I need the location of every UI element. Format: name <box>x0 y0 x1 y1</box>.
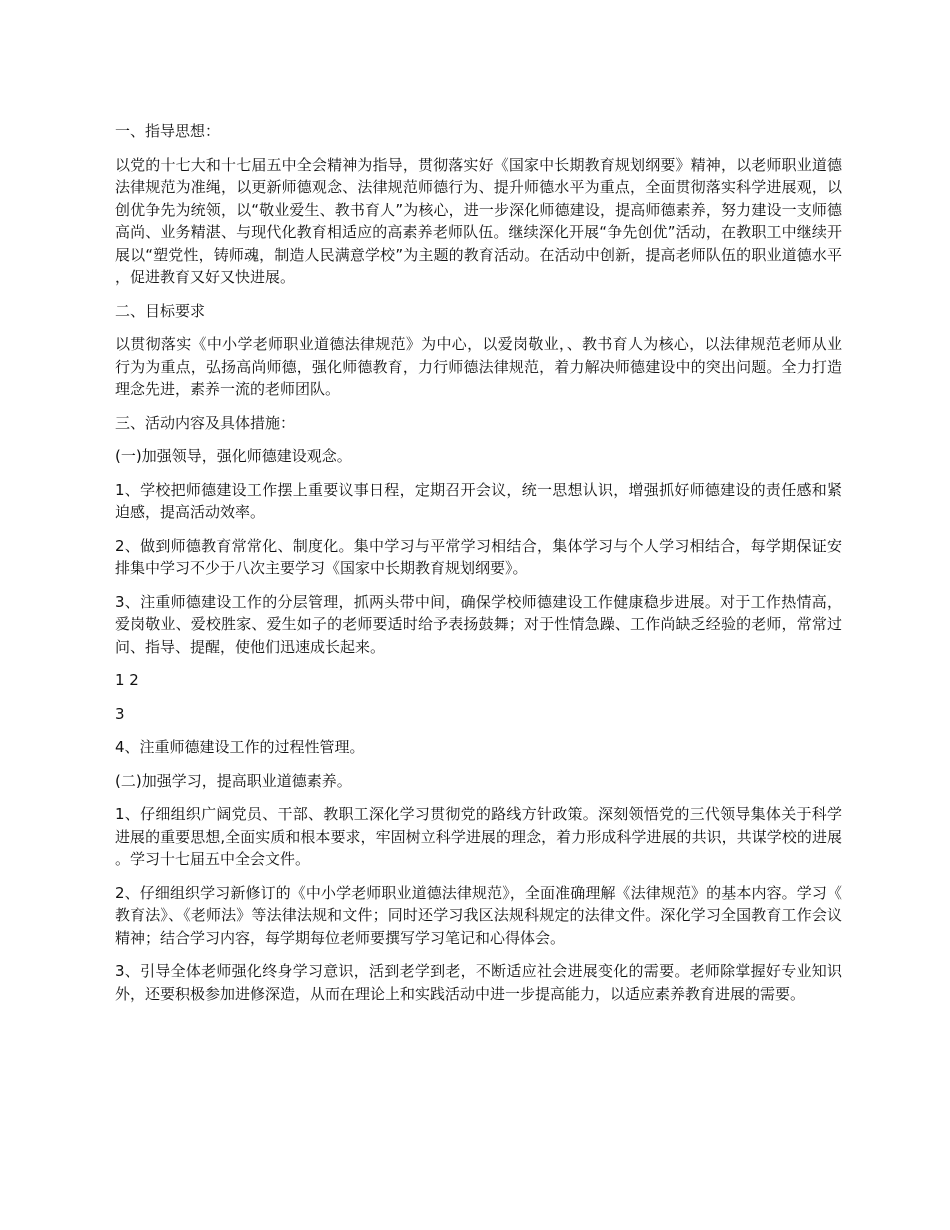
body-paragraph: 以贯彻落实《中小学老师职业道德法律规范》为中心，以爱岗敬业，、教书育人为核心，以法律规范老师从业行为为重点，弘扬高尚师德，强化师德教育，力行师德法律规范，着力解决师德建设中的突出问题。全力打造理念先进，素养一流的老师团队。 <box>115 335 842 398</box>
page-number-fragment: 3 <box>115 704 125 723</box>
list-item: 2、仔细组织学习新修订的《中小学老师职业道德法律规范》，全面准确理解《法律规范》的基本内容。学习《教育法》、《老师法》等法律法规和文件；同时还学习我区法规科规定的法律文件。深化学习全国教育工作会议精神；结合学习内容，每学期每位老师要撰写学习笔记和心得体会。 <box>115 883 842 947</box>
list-item: 3、注重师德建设工作的分层管理，抓两头带中间，确保学校师德建设工作健康稳步进展。对于工作热情高，爱岗敬业、爱校胜家、爱生如子的老师要适时给予表扬鼓舞；对于性情急躁、工作尚缺乏经验的老师，常常过问、指导、提醒，使他们迅速成长起来。 <box>115 592 842 656</box>
subsection-heading: (二)加强学习，提高职业道德素养。 <box>115 771 352 790</box>
document-body <box>115 120 842 1016</box>
list-item: 4、注重师德建设工作的过程性管理。 <box>115 738 365 756</box>
section-heading-guiding-ideology: 一、指导思想： <box>115 122 221 140</box>
section-heading-activities: 三、活动内容及具体措施： <box>115 413 296 432</box>
list-item: 2、做到师德教育常常化、制度化。集中学习与平常学习相结合，集体学习与个人学习相结合，每学期保证安排集中学习不少于八次主要学习《国家中长期教育规划纲要》。 <box>115 536 842 577</box>
page-number-fragment: 1 2 <box>115 671 139 689</box>
body-paragraph: 以党的十七大和十七届五中全会精神为指导，贯彻落实好《国家中长期教育规划纲要》精神，以老师职业道德法律规范为准绳，以更新师德观念、法律规范师德行为、提升师德水平为重点，全面贯彻落实科学进展观，以创优争先为统领，以“敬业爱生、教书育人”为核心，进一步深化师德建设，提高师德素养，努力建设一支师德高尚、业务精湛、与现代化教育相适应的高素养老师队伍。继续深化开展“争先创优”活动，在教职工中继续开展以“塑党性，铸师魂，制造人民满意学校”为主题的教育活动。在活动中创新，提高老师队伍的职业道德水平，促进教育又好又快进展。 <box>115 155 842 286</box>
subsection-heading: (一)加强领导，强化师德建设观念。 <box>115 447 352 465</box>
section-heading-goals: 二、目标要求 <box>115 301 206 320</box>
list-item: 3、引导全体老师强化终身学习意识，活到老学到老，不断适应社会进展变化的需要。老师除掌握好专业知识外，还要积极参加进修深造，从而在理论上和实践活动中进一步提高能力，以适应素养教育进展的需要。 <box>115 962 842 1003</box>
list-item: 1、学校把师德建设工作摆上重要议事日程，定期召开会议，统一思想认识，增强抓好师德建设的责任感和紧迫感，提高活动效率。 <box>115 480 842 521</box>
list-item: 1、仔细组织广阔党员、干部、教职工深化学习贯彻党的路线方针政策。深刻领悟党的三代领导集体关于科学进展的重要思想,全面实质和根本要求，牢固树立科学进展的理念，着力形成科学进展的共识，共谋学校的进展。学习十七届五中全会文件。 <box>115 805 842 868</box>
